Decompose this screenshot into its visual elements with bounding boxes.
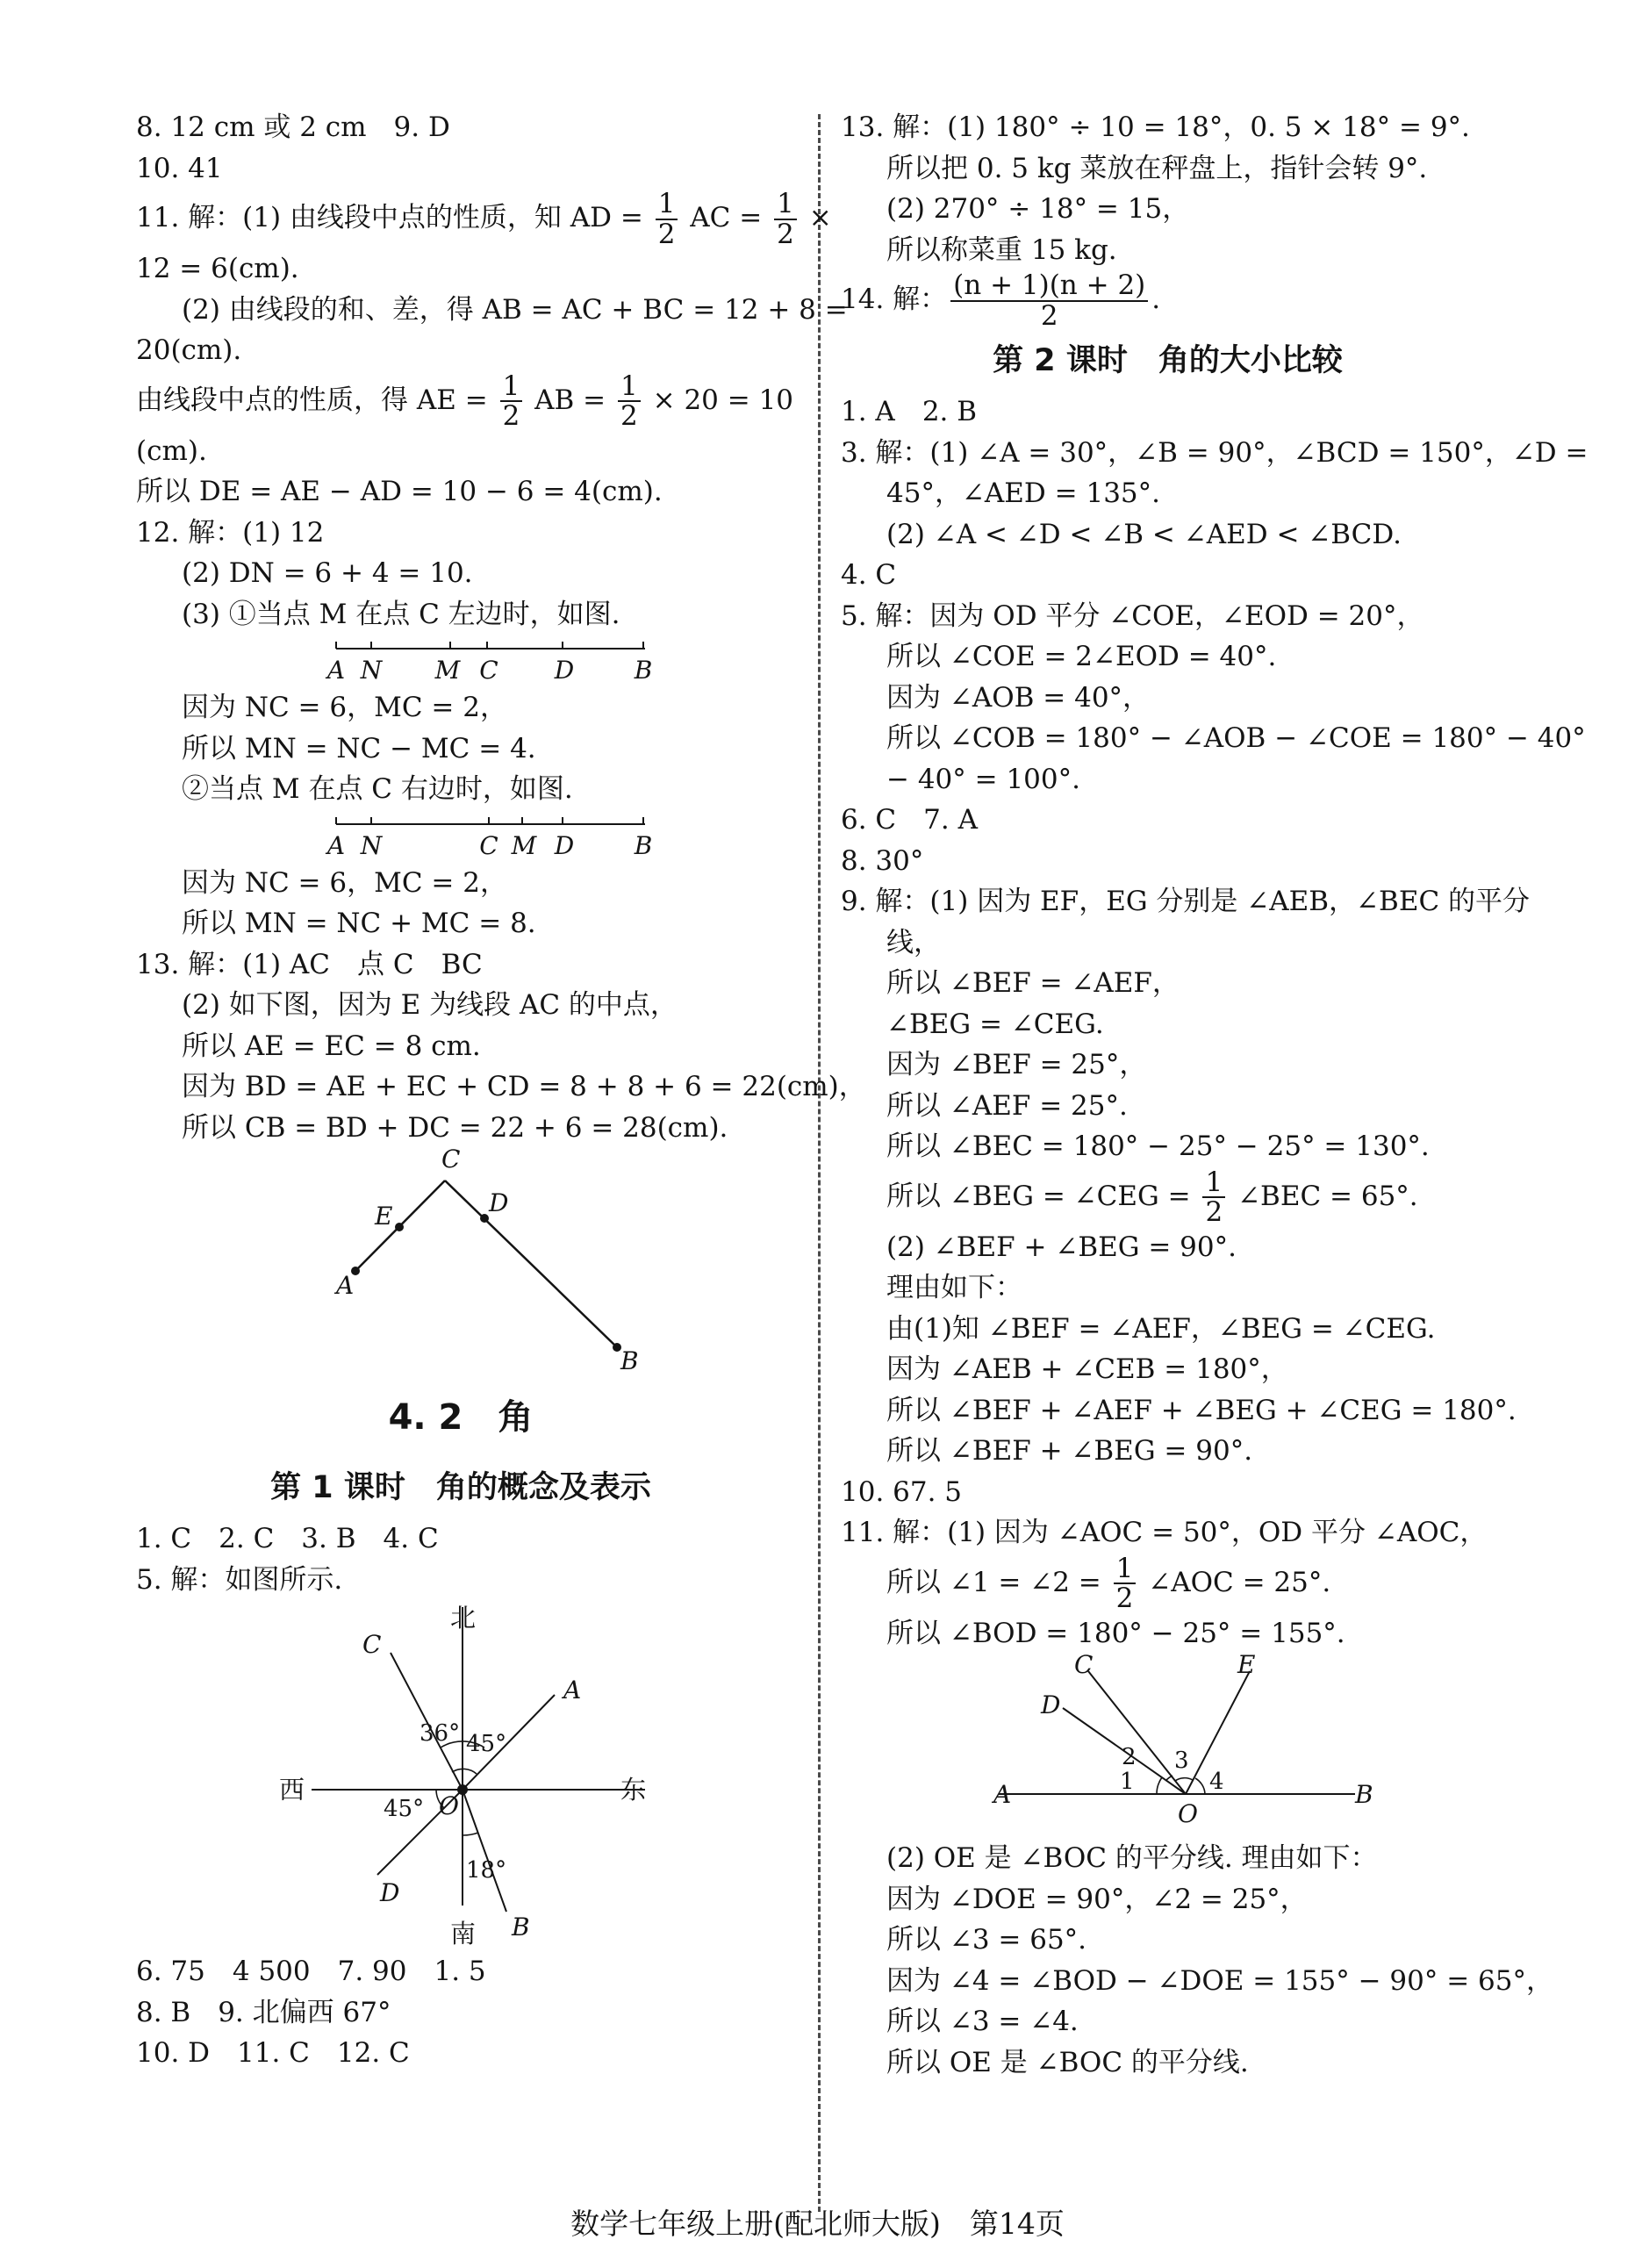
label-m: M: [434, 656, 461, 685]
angle-4: 4: [1209, 1769, 1224, 1796]
angle-36: 36°: [420, 1720, 461, 1748]
label-b: B: [1355, 1780, 1373, 1810]
label-m: M: [511, 830, 537, 860]
answer-line: 10. 67. 5: [841, 1475, 963, 1508]
answer-line: 1. C 2. C 3. B 4. C: [136, 1523, 439, 1555]
page-footer: 数学七年级上册(配北师大版) 第14页: [570, 2207, 1065, 2241]
label-d: D: [489, 1188, 509, 1218]
q9-line: 所以 ∠BEC = 180° − 25° − 25° = 130°.: [886, 1130, 1430, 1163]
answer-line: 1. A 2. B: [841, 396, 978, 428]
label-b: B: [620, 1346, 639, 1376]
q11-line: 11. 解：(1) 因为 ∠AOC = 50°，OD 平分 ∠AOC，: [841, 1517, 1488, 1549]
q13-line: 所以把 0. 5 kg 菜放在秤盘上，指针会转 9°.: [886, 152, 1428, 184]
q12-line: ②当点 M 在点 C 右边时，如图.: [182, 773, 573, 806]
angle-3: 3: [1174, 1748, 1189, 1775]
label-n: N: [360, 656, 383, 685]
q12-line: 因为 NC = 6，MC = 2，: [182, 692, 507, 724]
label-d: D: [554, 656, 575, 685]
west-label: 西: [279, 1775, 305, 1805]
q9-line: ∠BEG = ∠CEG.: [886, 1008, 1104, 1040]
segment-figure-2: [136, 810, 785, 863]
label-d: D: [554, 830, 575, 860]
angle-45-ne: 45°: [466, 1731, 507, 1758]
q12-line: 所以 MN = NC − MC = 4.: [182, 732, 536, 764]
label-b: B: [512, 1913, 530, 1942]
q13-line: (2) 270° ÷ 18° = 15，: [886, 193, 1190, 225]
q11-line: 所以 ∠3 = 65°.: [886, 1924, 1087, 1956]
q12-line: (2) DN = 6 + 4 = 10.: [182, 557, 473, 590]
q12-line: 因为 NC = 6，MC = 2，: [182, 866, 507, 899]
q9-line: 线，: [886, 926, 941, 958]
q11-line: 由线段中点的性质，得 AE = $\frac{1}{2}$ AB = $\frac{1}{2}$ × 20 = 10: [136, 370, 794, 433]
q11-line: 因为 ∠DOE = 90°，∠2 = 25°，: [886, 1883, 1308, 1915]
answer-line: 8. B 9. 北偏西 67°: [136, 1996, 391, 2028]
label-a: A: [993, 1780, 1012, 1810]
angle-1: 1: [1120, 1769, 1135, 1796]
q13-line: (2) 如下图，因为 E 为线段 AC 的中点，: [182, 989, 678, 1022]
q9-line: 理由如下：: [886, 1272, 1022, 1304]
q13-line: 所以 AE = EC = 8 cm.: [182, 1030, 481, 1062]
left-column: [136, 107, 866, 2074]
q11-line: 所以 ∠BOD = 180° − 25° = 155°.: [886, 1617, 1345, 1649]
q9-line: 因为 ∠AEB + ∠CEB = 180°，: [886, 1353, 1288, 1386]
q9-line: 所以 ∠BEG = ∠CEG = $\frac{1}{2}$ ∠BEC = 65°.: [886, 1166, 1418, 1229]
section-title: 4. 2 角: [388, 1397, 534, 1439]
q5-line: − 40° = 100°.: [886, 763, 1080, 795]
q9-line: 因为 ∠BEF = 25°，: [886, 1049, 1147, 1081]
column-divider: [818, 114, 821, 2212]
label-a: A: [563, 1676, 582, 1705]
q13-line: 13. 解：(1) 180° ÷ 10 = 18°，0. 5 × 18° = 9°.: [841, 111, 1470, 143]
label-a: A: [336, 1271, 355, 1301]
angle-2: 2: [1122, 1744, 1137, 1771]
label-c: C: [362, 1630, 382, 1660]
q3-line: (2) ∠A < ∠D < ∠B < ∠AED < ∠BCD.: [886, 518, 1402, 550]
label-c: C: [479, 830, 498, 860]
q13-line: 所以 CB = BD + DC = 22 + 6 = 28(cm).: [182, 1111, 728, 1144]
fraction: $\frac{1}{2}$: [774, 190, 797, 248]
q11-line: 20(cm).: [136, 334, 242, 367]
fraction: $\frac{1}{2}$: [500, 372, 523, 431]
east-label: 东: [620, 1775, 647, 1805]
answer-line: 6. C 7. A: [841, 804, 978, 836]
label-o: O: [1178, 1799, 1198, 1829]
label-c: C: [441, 1148, 461, 1174]
q9-line: 所以 ∠BEF + ∠BEG = 90°.: [886, 1435, 1253, 1468]
q9-line: 所以 ∠BEF = ∠AEF，: [886, 967, 1180, 1000]
q11-line: 11. 解：(1) 由线段中点的性质，知 AD = $\frac{1}{2}$ AC = $\frac{1}{2}$ ×: [136, 187, 832, 250]
south-label: 南: [450, 1919, 477, 1949]
q11-line: 所以 DE = AE − AD = 10 − 6 = 4(cm).: [136, 476, 663, 508]
angle-45-sw: 45°: [384, 1796, 425, 1823]
q9-line: 由(1)知 ∠BEF = ∠AEF，∠BEG = ∠CEG.: [886, 1312, 1436, 1345]
ray-ob: [463, 1790, 506, 1912]
angle-18: 18°: [466, 1857, 507, 1884]
q13-line: 所以称菜重 15 kg.: [886, 233, 1117, 266]
q9-line: 所以 ∠AEF = 25°.: [886, 1089, 1128, 1122]
q14-line: 14. 解： $\frac{(n + 1)(n + 2)}{2}$ .: [841, 269, 1161, 332]
label-o: O: [439, 1791, 459, 1821]
label-b: B: [634, 830, 653, 860]
label-d: D: [1041, 1690, 1061, 1720]
q13-line: 13. 解：(1) AC 点 C BC: [136, 948, 483, 980]
label-a: A: [326, 830, 346, 860]
q5-line: 5. 解：因为 OD 平分 ∠COE，∠EOD = 20°，: [841, 599, 1424, 632]
answer-line: 8. 30°: [841, 844, 924, 877]
label-n: N: [360, 830, 383, 860]
label-c: C: [479, 656, 498, 685]
q5-line: 所以 ∠COE = 2∠EOD = 40°.: [886, 641, 1277, 673]
q11-line: 所以 ∠1 = ∠2 = $\frac{1}{2}$ ∠AOC = 25°.: [886, 1552, 1331, 1615]
fraction: $\frac{1}{2}$: [656, 190, 678, 248]
q5-line: 所以 ∠COB = 180° − ∠AOB − ∠COE = 180° − 40°: [886, 722, 1586, 755]
fraction: $\frac{1}{2}$: [618, 372, 641, 431]
answer-line: 10. 41: [136, 152, 223, 184]
q3-line: 3. 解：(1) ∠A = 30°，∠B = 90°，∠BCD = 150°，∠D =: [841, 436, 1588, 469]
answer-line: 10. D 11. C 12. C: [136, 2037, 410, 2070]
label-e: E: [375, 1202, 393, 1231]
right-column: [841, 107, 1588, 2083]
label-e: E: [1237, 1654, 1256, 1680]
segment-figure-1: [136, 635, 785, 687]
label-b: B: [634, 656, 653, 685]
q12-line: (3) ①当点 M 在点 C 左边时，如图.: [182, 598, 620, 630]
q3-line: 45°，∠AED = 135°.: [886, 477, 1160, 510]
label-a: A: [326, 656, 346, 685]
q11-line: 因为 ∠4 = ∠BOD − ∠DOE = 155° − 90° = 65°，: [886, 1964, 1553, 1997]
q11-line: (2) OE 是 ∠BOC 的平分线. 理由如下：: [886, 1842, 1378, 1875]
compass-figure: [136, 1600, 785, 1951]
q11-line: (cm).: [136, 434, 207, 467]
fraction: $\frac{1}{2}$: [1202, 1168, 1225, 1227]
point-d: [480, 1214, 489, 1223]
answer-line: 6. 75 4 500 7. 90 1. 5: [136, 1956, 486, 1988]
q5-line: 因为 ∠AOB = 40°，: [886, 681, 1151, 714]
q12-line: 所以 MN = NC + MC = 8.: [182, 908, 536, 940]
q11-line: 所以 OE 是 ∠BOC 的平分线.: [886, 2046, 1249, 2078]
q11-line: (2) 由线段的和、差，得 AB = AC + BC = 12 + 8 =: [182, 293, 848, 326]
q12-line: 12. 解：(1) 12: [136, 516, 325, 549]
fraction: $\frac{1}{2}$: [1114, 1554, 1137, 1613]
q9-line: 所以 ∠BEF + ∠AEF + ∠BEG + ∠CEG = 180°.: [886, 1394, 1517, 1426]
q11-line: 12 = 6(cm).: [136, 253, 299, 285]
q13-line: 因为 BD = AE + EC + CD = 8 + 8 + 6 = 22(cm)，: [182, 1071, 866, 1103]
label-c: C: [1074, 1654, 1094, 1680]
q9-line: 9. 解：(1) 因为 EF，EG 分别是 ∠AEB，∠BEC 的平分: [841, 886, 1531, 918]
answer-line: 8. 12 cm 或 2 cm 9. D: [136, 111, 450, 143]
segment-acb-figure: [136, 1148, 785, 1378]
answer-line: 4. C: [841, 559, 897, 592]
lesson-title: 第 1 课时 角的概念及表示: [270, 1470, 651, 1506]
q9-line: (2) ∠BEF + ∠BEG = 90°.: [886, 1231, 1237, 1263]
angle-figure: [841, 1654, 1495, 1838]
label-d: D: [380, 1878, 400, 1908]
north-label: 北: [450, 1603, 477, 1633]
lesson-title: 第 2 课时 角的大小比较: [993, 343, 1343, 379]
point-e: [395, 1223, 404, 1231]
answer-line: 5. 解：如图所示.: [136, 1563, 343, 1596]
q11-line: 所以 ∠3 = ∠4.: [886, 2006, 1079, 2038]
fraction: $\frac{(n + 1)(n + 2)}{2}$: [950, 271, 1148, 330]
